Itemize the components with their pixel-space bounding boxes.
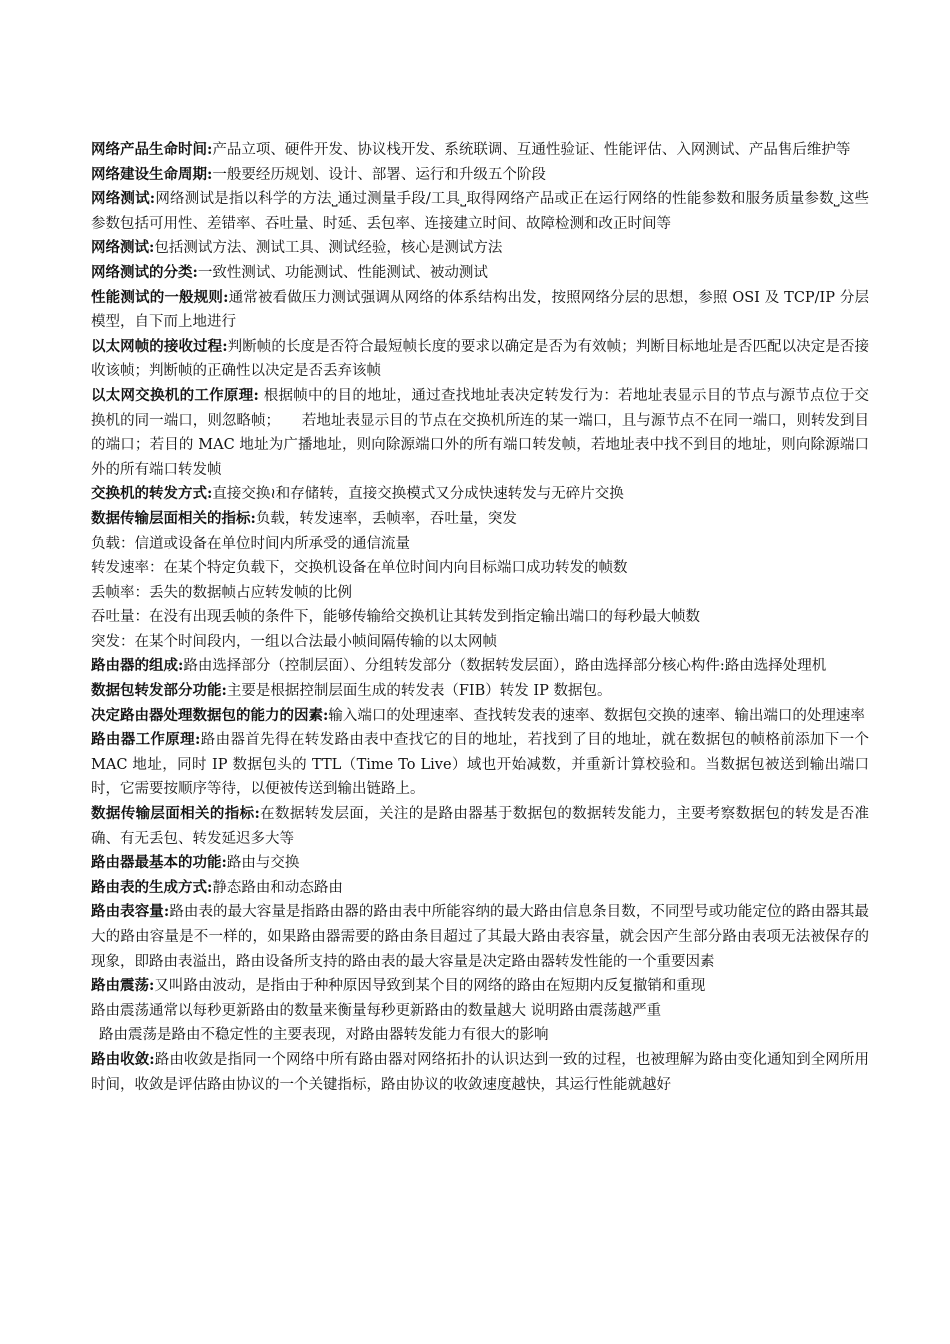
paragraph-text: 路由震荡通常以每秒更新路由的数量来衡量每秒更新路由的数量越大 说明路由震荡越严重	[91, 1002, 662, 1019]
paragraph-text: 静态路由和动态路由	[212, 879, 343, 896]
term-label: 网络测试:	[91, 239, 155, 257]
term-label: 以太网帧的接收过程:	[91, 337, 228, 355]
paragraph-text: 转发速率：在某个特定负载下，交换机设备在单位时间内向目标端口成功转发的帧数	[91, 560, 628, 577]
term-label: 交换机的转发方式:	[91, 485, 213, 503]
paragraph-network-build-lifecycle	[91, 163, 869, 188]
paragraph-text: 根据帧中的目的地址，通过查找地址表决定转发行为：若地址表显示目的节点与源节点位于交换机的同一端口，则忽略帧； 若地址表显示目的节点在交换机所连的某一端口，且与源节点不在同一端口，则转发到目的端口；若目的 MAC 地址为广播地址，则向除源端口外的所有端口转发帧，若地址表中找不到目的地址，则向除源端口外的所有端口转发帧	[91, 387, 869, 478]
paragraph-text: 通常被看做压力测试强调从网络的体系结构出发，按照网络分层的思想，参照 OSI 及 TCP/IP 分层模型，自下而上地进行	[91, 289, 869, 331]
paragraph-performance-testing-rules	[91, 286, 869, 335]
paragraph-ethernet-frame-receive	[91, 335, 869, 384]
paragraph-switch-forwarding-mode	[91, 482, 869, 507]
paragraph-text: 路由与交换	[226, 855, 300, 872]
paragraph-text: 负载，转发速率，丢帧率，吞吐量，突发	[255, 510, 517, 527]
term-label: 路由器的组成:	[91, 657, 184, 675]
paragraph-text: 负载：信道或设备在单位时间内所承受的通信流量	[91, 535, 410, 552]
paragraph-text: 判断帧的长度是否符合最短帧长度的要求以确定是否为有效帧；判断目标地址是否匹配以决定是否接收该帧；判断帧的正确性以决定是否丢弃该帧	[91, 338, 869, 380]
paragraph-throughput	[91, 605, 869, 630]
paragraph-text: 路由选择部分（控制层面）、分组转发部分（数据转发层面），路由选择部分核心构件:路由选择处理机	[183, 658, 827, 675]
paragraph-text: 丢帧率：丢失的数据帧占应转发帧的比例	[91, 584, 352, 601]
paragraph-router-composition	[91, 654, 869, 679]
term-label: 网络建设生命周期:	[91, 165, 213, 183]
document-page	[91, 138, 869, 1097]
paragraph-text: 路由收敛是指同一个网络中所有路由器对网络拓扑的认识达到一致的过程，也被理解为路由变化通知到全网所用时间，收敛是评估路由协议的一个关键指标，路由协议的收敛速度越快，其运行性能就越好	[91, 1051, 869, 1093]
paragraph-text: 突发：在某个时间段内，一组以合法最小帧间隔传输的以太网帧	[91, 633, 497, 650]
term-label: 网络测试:	[91, 190, 156, 208]
term-label: 路由收敛:	[91, 1050, 155, 1068]
term-label: 路由器工作原理:	[91, 731, 201, 749]
term-label: 性能测试的一般规则:	[91, 288, 229, 306]
paragraph-text: 路由震荡是路由不稳定性的主要表现，对路由器转发能力有很大的影响	[99, 1027, 549, 1044]
term-label: 路由器最基本的功能:	[91, 854, 227, 872]
paragraph-text: 网络测试是指以科学的方法⎵通过测量手段/工具⎵取得网络产品或正在运行网络的性能参数和服务质量参数⎵这些参数包括可用性、差错率、吞吐量、时延、丢包率、连接建立时间、故障检测和改正时间等	[91, 191, 870, 232]
paragraph-route-flapping	[91, 974, 869, 999]
paragraph-text: 主要是根据控制层面生成的转发表（FIB）转发 IP 数据包。	[226, 683, 612, 700]
paragraph-routing-table-capacity	[91, 900, 869, 974]
paragraph-testing-categories	[91, 261, 869, 286]
paragraph-text: 吞吐量：在没有出现丢帧的条件下，能够传输给交换机让其转发到指定输出端口的每秒最大帧数	[91, 609, 700, 626]
paragraph-forwarding-rate	[91, 556, 869, 581]
paragraph-router-principle	[91, 728, 869, 802]
paragraph-load	[91, 532, 869, 557]
paragraph-text: 路由器首先得在转发路由表中查找它的目的地址，若找到了目的地址，就在数据包的帧格前添加下一个 MAC 地址，同时 IP 数据包头的 TTL（Time To Live）域也开始减数，并重新计算校验和。当数据包被送到输出端口时，它需要按顺序等待，以便被传送到输出链路上。	[91, 732, 870, 798]
paragraph-packet-forwarding	[91, 679, 869, 704]
paragraph-text: 产品立项、硬件开发、协议栈开发、系统联调、互通性验证、性能评估、入网测试、产品售后维护等	[212, 142, 851, 158]
paragraph-text: 直接交换≀和存储转，直接交换模式又分成快速转发与无碎片交换	[212, 486, 624, 503]
paragraph-data-plane-metrics	[91, 507, 869, 532]
paragraph-routing-table-generation	[91, 876, 869, 901]
term-label: 网络测试的分类:	[91, 263, 198, 281]
paragraph-network-testing-content	[91, 236, 869, 261]
paragraph-text: 又叫路由波动，是指由于种种原因导致到某个目的网络的路由在短期内反复撤销和重现	[154, 978, 706, 995]
paragraph-route-flapping-impact	[91, 1023, 869, 1048]
term-label: 决定路由器处理数据包的能力的因素:	[91, 706, 329, 724]
term-label: 路由震荡:	[91, 977, 155, 995]
paragraph-network-testing-definition	[91, 187, 869, 236]
paragraph-router-capability-factors	[91, 704, 869, 729]
term-label: 数据传输层面相关的指标:	[91, 509, 256, 527]
term-label: 路由表容量:	[91, 903, 170, 921]
term-label: 路由表的生成方式:	[91, 878, 213, 896]
term-label: 以太网交换机的工作原理:	[91, 386, 259, 404]
paragraph-router-data-plane-metrics	[91, 802, 869, 851]
paragraph-text: 在数据转发层面，关注的是路由器基于数据包的数据转发能力，主要考察数据包的转发是否准确、有无丢包、转发延迟多大等	[91, 806, 869, 847]
paragraph-text: 一致性测试、功能测试、性能测试、被动测试	[197, 264, 488, 281]
paragraph-frame-loss	[91, 581, 869, 606]
paragraph-text: 路由表的最大容量是指路由器的路由表中所能容纳的最大路由信息条目数，不同型号或功能定位的路由器其最大的路由容量是不一样的，如果路由器需要的路由条目超过了其最大路由表容量，就会因产生部分路由表项无法被保存的现象，即路由表溢出，路由设备所支持的路由表的最大容量是决定路由器转发性能的一个重要因素	[91, 904, 869, 970]
term-label: 数据包转发部分功能:	[91, 682, 227, 700]
paragraph-route-convergence	[91, 1048, 869, 1097]
paragraph-text: 包括测试方法、测试工具、测试经验，核心是测试方法	[154, 240, 503, 257]
paragraph-switch-principle	[91, 384, 869, 482]
paragraph-burst	[91, 630, 869, 655]
paragraph-route-flapping-measure	[91, 999, 869, 1024]
paragraph-text: 输入端口的处理速率、查找转发表的速率、数据包交换的速率、输出端口的处理速率	[328, 707, 865, 724]
term-label: 数据传输层面相关的指标:	[91, 805, 260, 823]
term-label: 网络产品生命时间:	[91, 141, 213, 158]
paragraph-text: 一般要经历规划、设计、部署、运行和升级五个阶段	[212, 166, 546, 183]
paragraph-product-lifecycle	[91, 138, 869, 163]
paragraph-router-basic-function	[91, 851, 869, 876]
